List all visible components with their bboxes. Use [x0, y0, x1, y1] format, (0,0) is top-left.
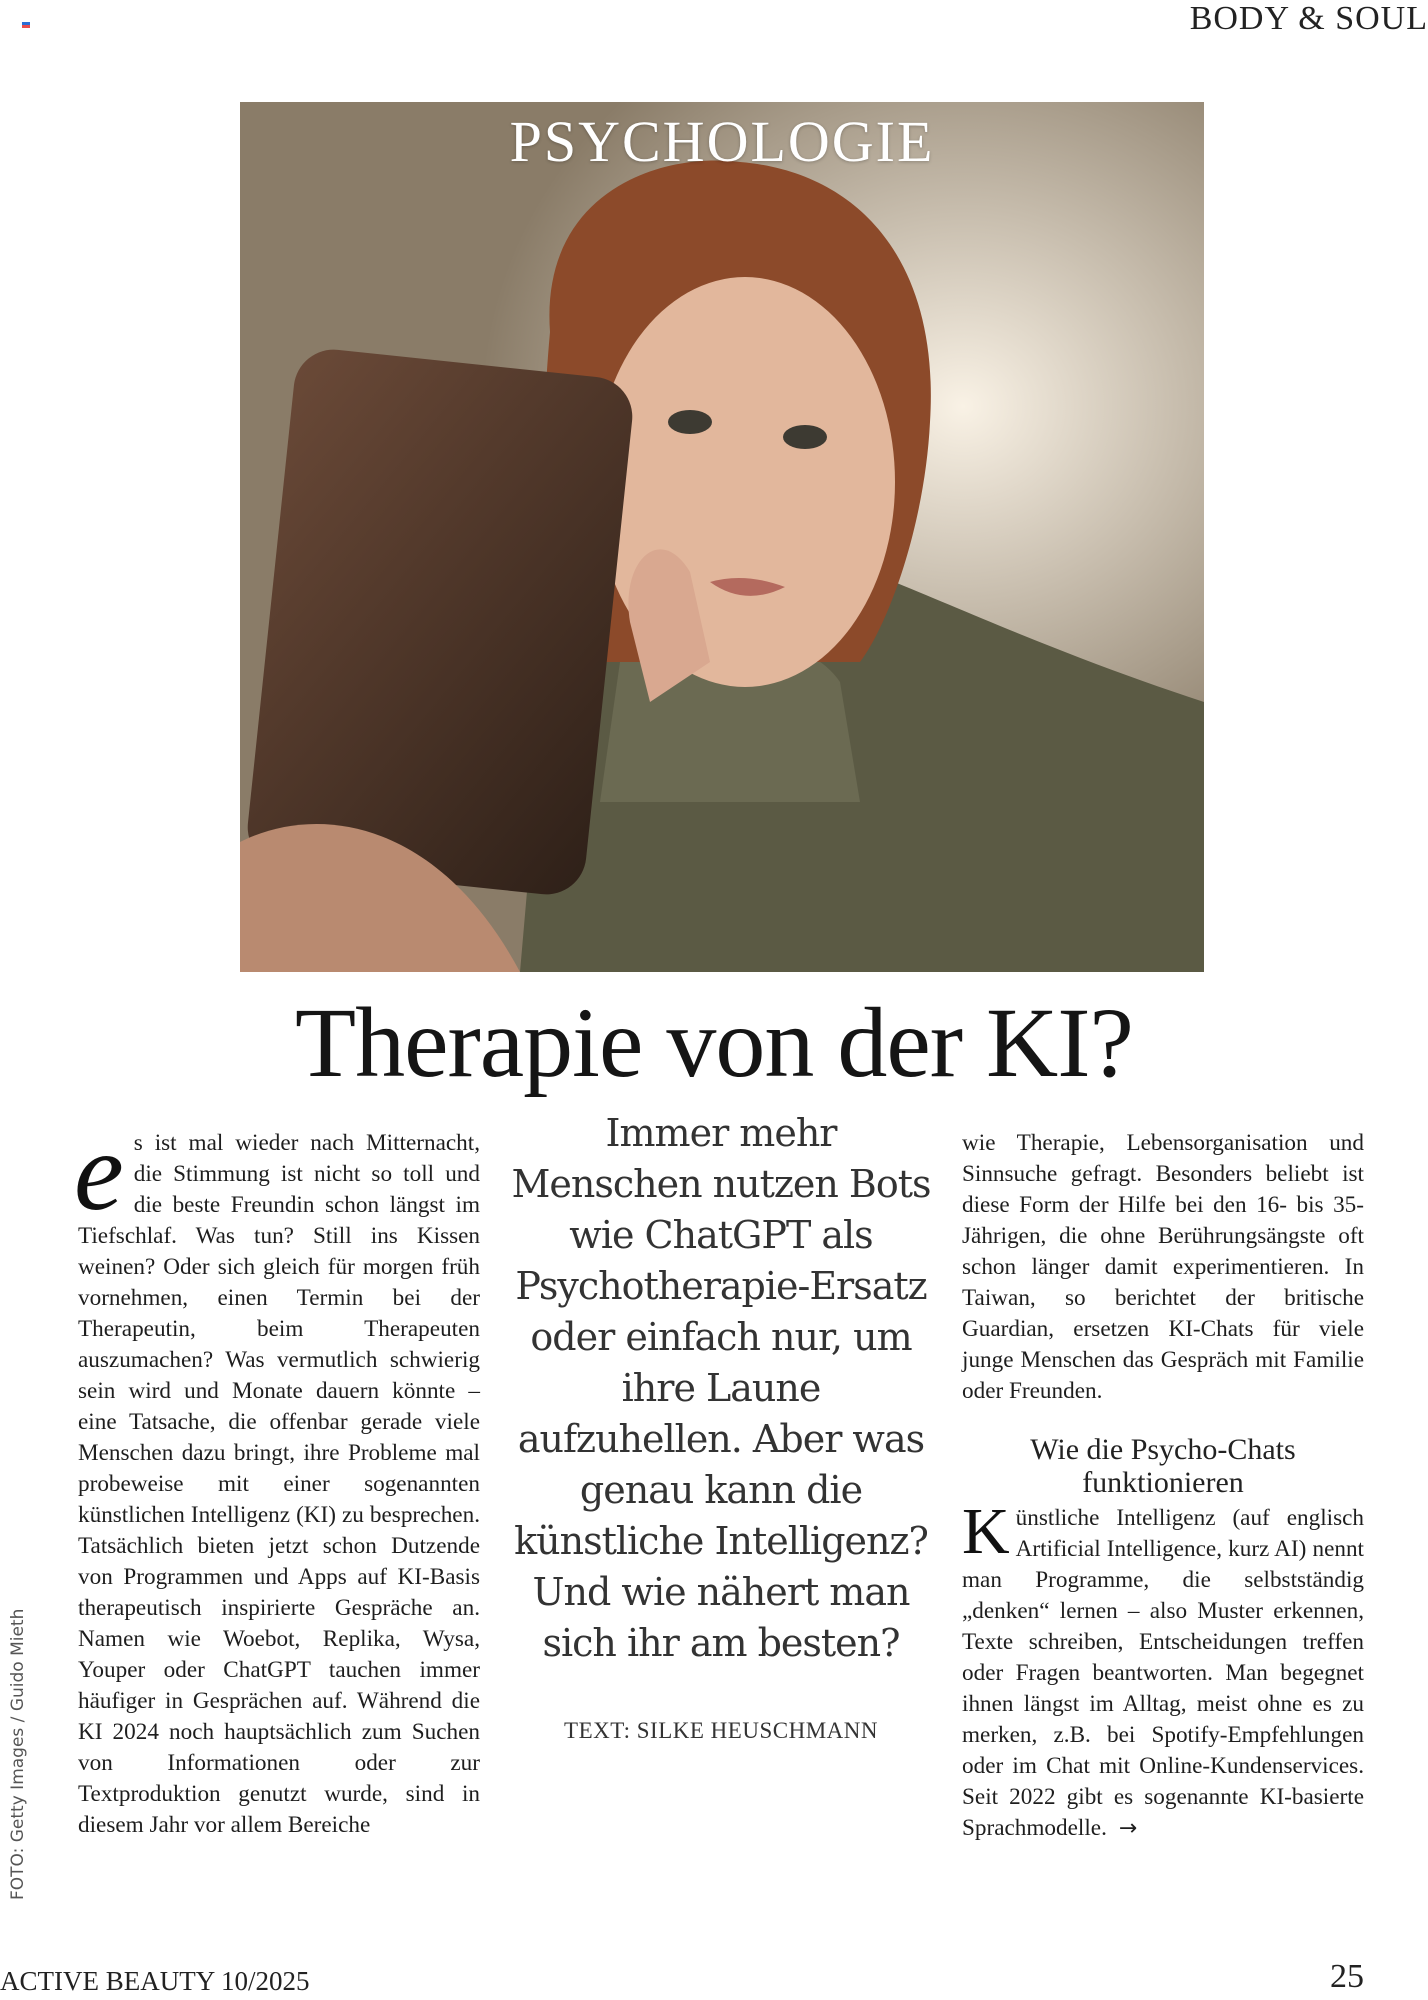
woman-with-smartphone-photo-icon: [240, 102, 1204, 972]
continue-arrow-icon: →: [1118, 1816, 1138, 1841]
corner-color-mark: [22, 22, 30, 28]
column-right-text: wie Therapie, Lebensorganisation und Sinnsuche gefragt. Besonders beliebt ist diese Form der Hilfe bei den 16- bis 35-Jährigen, die ohne Berührungsängste oft schon länger damit experimentieren. In Taiwan, so berichtet der britische Guardian, ersetzen KI-Chats für viele junge Menschen das Gespräch mit Familie oder Freunden.: [962, 1130, 1364, 1404]
subheading: Wie die Psycho-Chats funktionieren: [1030, 1433, 1296, 1499]
column-right-section: [962, 1495, 1364, 1844]
column-right-text-2: ünstliche Intelligenz (auf englisch Artificial Intelligence, kurz AI) nennt man Programme, die selbstständig „denken“ lernen – also Muster erkennen, Texte schreiben, Entscheidungen treffen oder Fragen beantworten. Man begegnet ihnen längst im Alltag, meist ohne es zu merken, z.B. bei Spotify-Empfehlungen oder im Chat mit Online-Kundenservices. Seit 2022 gibt es sogenannte KI-basierte Sprachmodelle.: [962, 1505, 1364, 1841]
footer-magazine: ACTIVE BEAUTY 10/2025: [0, 1966, 310, 1996]
byline: TEXT: SILKE HEUSCHMANN: [564, 1718, 878, 1743]
pull-quote: Immer mehr Menschen nutzen Bots wie ChatGPT als Psychotherapie-Ersatz oder einfach nur, um ihre Laune aufzuhellen. Aber was genau kann die künstliche Intelligenz? Und wie nähert man sich ihr am besten?: [511, 1111, 931, 1665]
page-number: 25: [1330, 1958, 1364, 1995]
hero-image: [240, 102, 1204, 972]
headline: Therapie von der KI?: [295, 987, 1133, 1098]
drop-cap: e: [74, 1110, 124, 1234]
section-tag: BODY & SOUL: [1189, 0, 1428, 37]
article-column-left: [74, 1110, 480, 1841]
article-column-right: [962, 1128, 1364, 1844]
drop-cap-k: K: [962, 1495, 1010, 1568]
kicker: PSYCHOLOGIE: [509, 109, 935, 174]
photo-credit: FOTO: Getty Images / Guido Mieth: [8, 1608, 28, 1900]
column-left-text: s ist mal wieder nach Mitternacht, die Stimmung ist nicht so toll und die beste Freundin schon längst im Tiefschlaf. Was tun? Still ins Kissen weinen? Oder sich gleich für morgen früh vornehmen, einen Termin bei der Therapeutin, beim Therapeuten auszumachen? Was vermutlich schwierig sein wird und Monate dauern könnte – eine Tatsache, die offenbar gerade viele Menschen dazu bringt, ihre Probleme mal probeweise mit einer sogenannten künstlichen Intelligenz (KI) zu besprechen. Tatsächlich bieten jetzt schon Dutzende von Programmen und Apps auf KI-Basis therapeutisch inspirierte Gespräche an. Namen wie Woebot, Replika, Wysa, Youper oder ChatGPT tauchen immer häufiger in Gesprächen auf. Während die KI 2024 noch hauptsächlich zum Suchen von Informationen oder zur Textproduktion genutzt wurde, sind in diesem Jahr vor allem Bereiche: [78, 1130, 480, 1838]
